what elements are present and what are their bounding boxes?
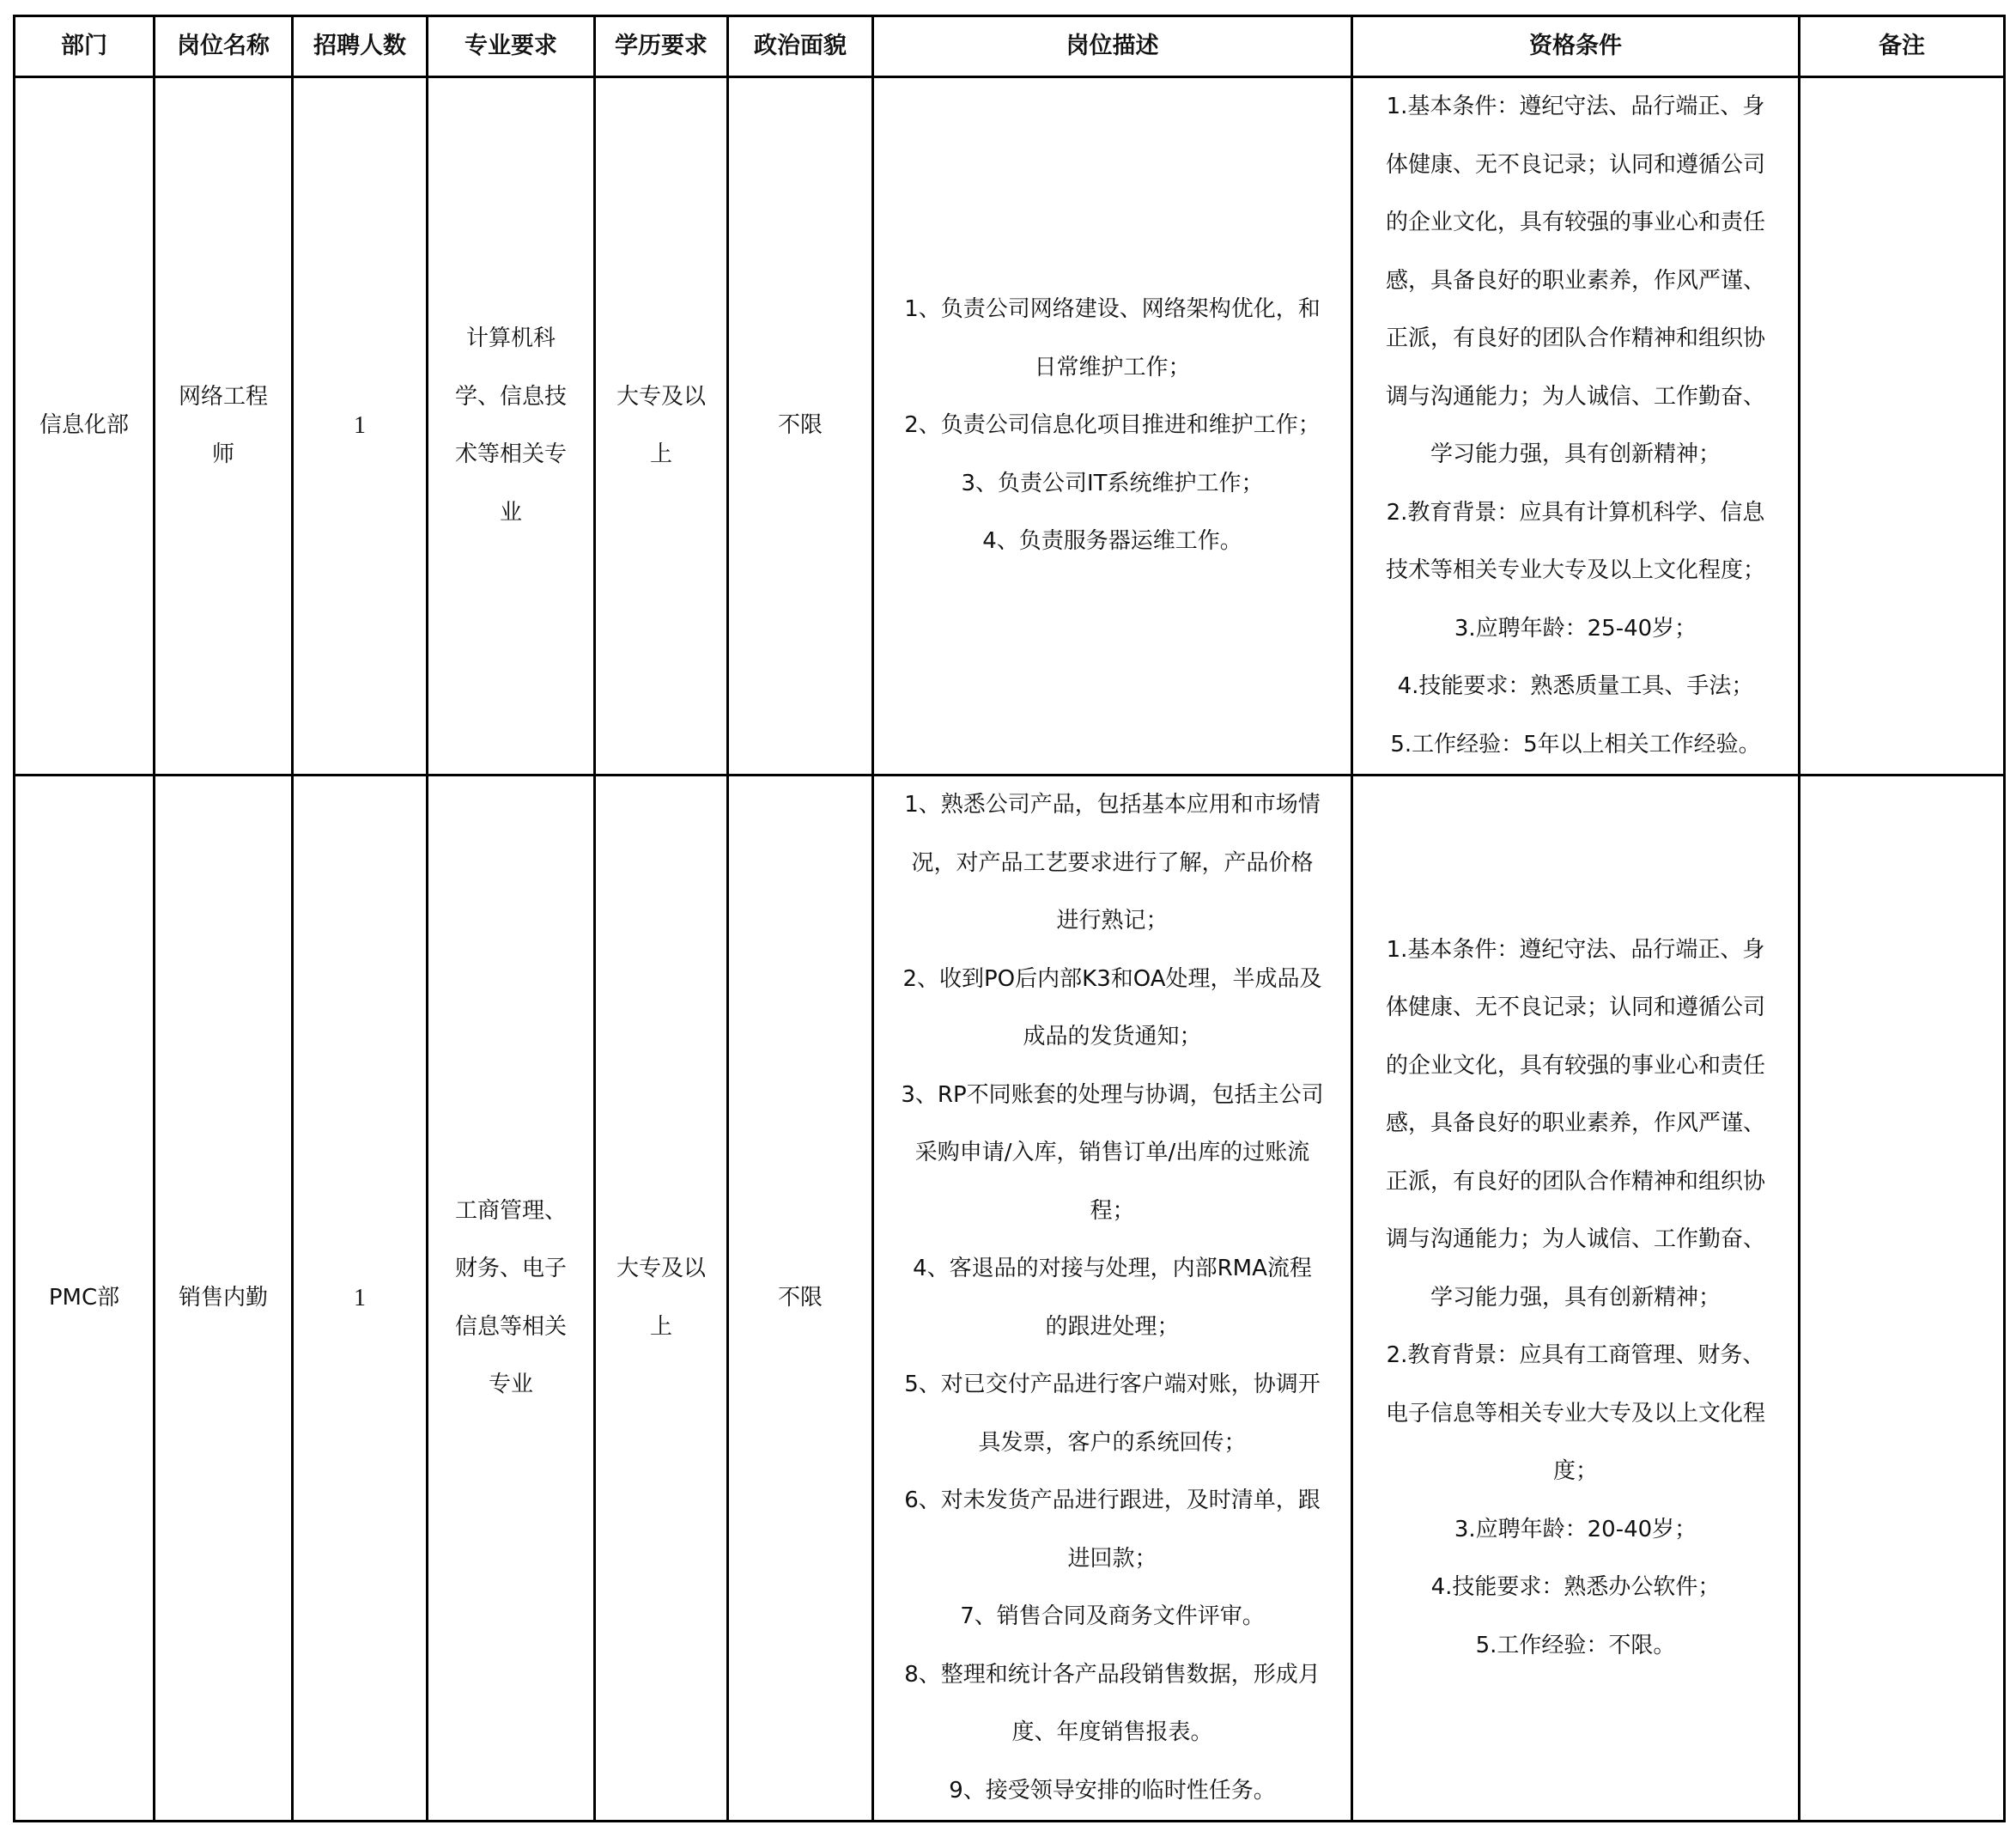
text-line: 4、客退品的对接与处理，内部RMA流程 (913, 1256, 1312, 1281)
header-education: 学历要求 (595, 16, 728, 77)
table-row (15, 77, 2005, 776)
cell-department (15, 77, 155, 776)
text-line: 2.教育背景：应具有计算机科学、信息 (1386, 499, 1765, 526)
text-line: 3.应聘年龄：20-40岁； (1454, 1516, 1697, 1542)
text-line: 学习能力强，具有创新精神； (1430, 1284, 1721, 1311)
header-department: 部门 (15, 16, 155, 77)
text-line: 3、RP不同账套的处理与协调，包括主公司 (901, 1081, 1324, 1108)
cell-headcount (293, 776, 428, 1822)
text-line: 感，具备良好的职业素养，作风严谨、 (1385, 1110, 1765, 1137)
header-qualifications: 资格条件 (1352, 16, 1800, 77)
header-description: 岗位描述 (873, 16, 1352, 77)
text-line: 6、对未发货产品进行跟进，及时清单，跟 (904, 1487, 1321, 1513)
header-position: 岗位名称 (155, 16, 293, 77)
text-line: 体健康、无不良记录；认同和遵循公司 (1385, 995, 1765, 1021)
cell-political-status (728, 776, 873, 1822)
text-line: 8、整理和统计各产品段销售数据，形成月 (904, 1661, 1321, 1688)
text-line: 信息化部 (39, 412, 129, 439)
text-line: 调与沟通能力；为人诚信、工作勤奋、 (1385, 1226, 1765, 1253)
cell-description (873, 77, 1352, 776)
text-line: 正派，有良好的团队合作精神和组织协 (1385, 1168, 1765, 1195)
text-line: 具发票，客户的系统回传； (978, 1429, 1247, 1456)
text-line: 程； (1090, 1197, 1135, 1224)
cell-education (595, 776, 728, 1822)
text-line: 9、接受领导安排的临时性任务。 (949, 1777, 1276, 1804)
cell-position (155, 77, 293, 776)
text-line: 2.教育背景：应具有工商管理、财务、 (1386, 1342, 1765, 1369)
text-line: PMC部 (48, 1284, 120, 1311)
text-line: 专业 (488, 1372, 533, 1397)
cell-remarks (1800, 776, 2005, 1822)
table-row (15, 776, 2005, 1822)
text-line: 进行熟记； (1056, 908, 1169, 934)
text-line: 度； (1552, 1458, 1598, 1485)
text-line: 工商管理、 (454, 1197, 567, 1224)
text-line: 1、负责公司网络建设、网络架构优化，和 (904, 296, 1321, 323)
cell-department (15, 776, 155, 1822)
text-line: 术等相关专 (454, 441, 567, 467)
text-line: 7、销售合同及商务文件评审。 (960, 1603, 1265, 1629)
header-remarks: 备注 (1800, 16, 2005, 77)
header-headcount: 招聘人数 (293, 16, 428, 77)
text-line: 1.基本条件：遵纪守法、品行端正、身 (1386, 94, 1765, 119)
text-line: 1、熟悉公司产品，包括基本应用和市场情 (904, 792, 1321, 818)
header-political-status: 政治面貌 (728, 16, 873, 77)
text-line: 大专及以 (616, 383, 706, 410)
cell-major (428, 77, 595, 776)
text-line: 业 (499, 499, 522, 526)
text-line: 的跟进处理； (1045, 1313, 1180, 1340)
text-line: 3.应聘年龄：25-40岁； (1454, 615, 1697, 642)
text-line: 销售内勤 (178, 1284, 268, 1311)
cell-qualifications (1352, 77, 1800, 776)
text-line: 学、信息技 (454, 383, 567, 410)
cell-remarks (1800, 77, 2005, 776)
text-line: 师 (211, 441, 234, 467)
text-line: 5.工作经验：不限。 (1475, 1632, 1676, 1658)
text-line: 进回款； (1067, 1545, 1157, 1572)
text-line: 4.技能要求：熟悉办公软件； (1430, 1574, 1721, 1601)
cell-political-status (728, 77, 873, 776)
recruitment-table (13, 15, 2006, 1822)
text-line: 5、对已交付产品进行客户端对账，协调开 (904, 1372, 1321, 1397)
cell-description (873, 776, 1352, 1822)
text-line: 4.技能要求：熟悉质量工具、手法； (1397, 673, 1754, 699)
text-line: 学习能力强，具有创新精神； (1430, 441, 1721, 467)
cell-position (155, 776, 293, 1822)
text-line: 日常维护工作； (1034, 354, 1191, 380)
header-major: 专业要求 (428, 16, 595, 77)
text-line: 成品的发货通知； (1023, 1024, 1202, 1049)
text-line: 1.基本条件：遵纪守法、品行端正、身 (1386, 936, 1765, 963)
text-line: 4、负责服务器运维工作。 (982, 528, 1242, 555)
text-line: 调与沟通能力；为人诚信、工作勤奋、 (1385, 383, 1765, 410)
text-line: 的企业文化，具有较强的事业心和责任 (1385, 210, 1765, 235)
text-line: 采购申请/入库，销售订单/出库的过账流 (914, 1140, 1310, 1165)
text-line: 电子信息等相关专业大专及以上文化程 (1385, 1400, 1765, 1427)
text-line: 计算机科 (465, 325, 556, 351)
cell-major (428, 776, 595, 1822)
text-line: 不限 (777, 1284, 823, 1311)
text-line: 财务、电子 (454, 1256, 567, 1281)
text-line: 技术等相关专业大专及以上文化程度； (1385, 557, 1765, 583)
text-line: 5.工作经验：5年以上相关工作经验。 (1390, 731, 1761, 757)
text-line: 的企业文化，具有较强的事业心和责任 (1385, 1052, 1765, 1079)
cell-education (595, 77, 728, 776)
text-line: 1 (354, 412, 366, 440)
text-line: 1 (354, 1284, 366, 1311)
text-line: 上 (649, 441, 672, 467)
cell-qualifications (1352, 776, 1800, 1822)
text-line: 2、收到PO后内部K3和OA处理，半成品及 (902, 965, 1322, 992)
text-line: 信息等相关 (454, 1313, 567, 1340)
cell-headcount (293, 77, 428, 776)
text-line: 正派，有良好的团队合作精神和组织协 (1385, 325, 1765, 351)
text-line: 2、负责公司信息化项目推进和维护工作； (904, 412, 1321, 439)
text-line: 体健康、无不良记录；认同和遵循公司 (1385, 151, 1765, 178)
text-line: 度、年度销售报表。 (1011, 1719, 1213, 1745)
text-line: 3、负责公司IT系统维护工作； (961, 470, 1264, 496)
text-line: 大专及以 (616, 1256, 706, 1281)
header-row (15, 16, 2005, 77)
text-line: 网络工程 (178, 383, 268, 410)
text-line: 不限 (777, 412, 823, 439)
text-line: 上 (649, 1313, 672, 1340)
text-line: 感，具备良好的职业素养，作风严谨、 (1385, 267, 1765, 294)
text-line: 况，对产品工艺要求进行了解，产品价格 (911, 849, 1314, 876)
